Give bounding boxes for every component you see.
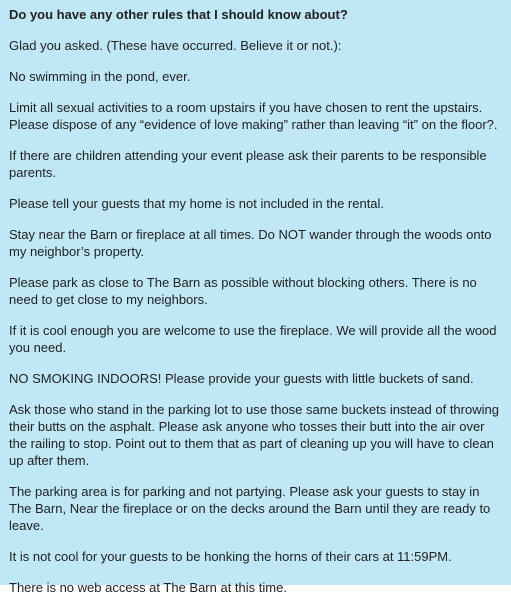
faq-question-heading: Do you have any other rules that I should know about? bbox=[9, 7, 348, 22]
rule-no-swimming: No swimming in the pond, ever. bbox=[9, 69, 191, 84]
rule-no-web-access: There is no web access at The Barn at this time. bbox=[9, 580, 287, 595]
rule-upstairs-activities: Limit all sexual activities to a room upstairs if you have chosen to rent the upstairs. Please dispose of any “evidence of love making” rather than leaving “it” on the floor?. bbox=[9, 100, 498, 132]
rule-parking: Please park as close to The Barn as possible without blocking others. There is no need to get close to my neighbors. bbox=[9, 275, 477, 307]
rule-cigarette-butts: Ask those who stand in the parking lot to use those same buckets instead of throwing their butts on the asphalt. Please ask anyone who tosses their butt into the air over the railing to stop. Point out to them that as part of cleaning up you will have to clean up after them. bbox=[9, 402, 499, 468]
rules-intro: Glad you asked. (These have occurred. Believe it or not.): bbox=[9, 38, 342, 53]
rule-no-partying-in-lot: The parking area is for parking and not partying. Please ask your guests to stay in The Barn, Near the fireplace or on the decks around the Barn until they are ready to leave. bbox=[9, 484, 491, 533]
rule-no-honking: It is not cool for your guests to be honking the horns of their cars at 11:59PM. bbox=[9, 549, 452, 564]
rule-home-not-included: Please tell your guests that my home is not included in the rental. bbox=[9, 196, 385, 211]
rule-stay-near-barn: Stay near the Barn or fireplace at all times. Do NOT wander through the woods onto my neighbor’s property. bbox=[9, 227, 492, 259]
rule-children: If there are children attending your event please ask their parents to be responsible parents. bbox=[9, 148, 487, 180]
rule-no-smoking: NO SMOKING INDOORS! Please provide your guests with little buckets of sand. bbox=[9, 371, 474, 386]
rule-fireplace: If it is cool enough you are welcome to use the fireplace. We will provide all the wood you need. bbox=[9, 323, 497, 355]
